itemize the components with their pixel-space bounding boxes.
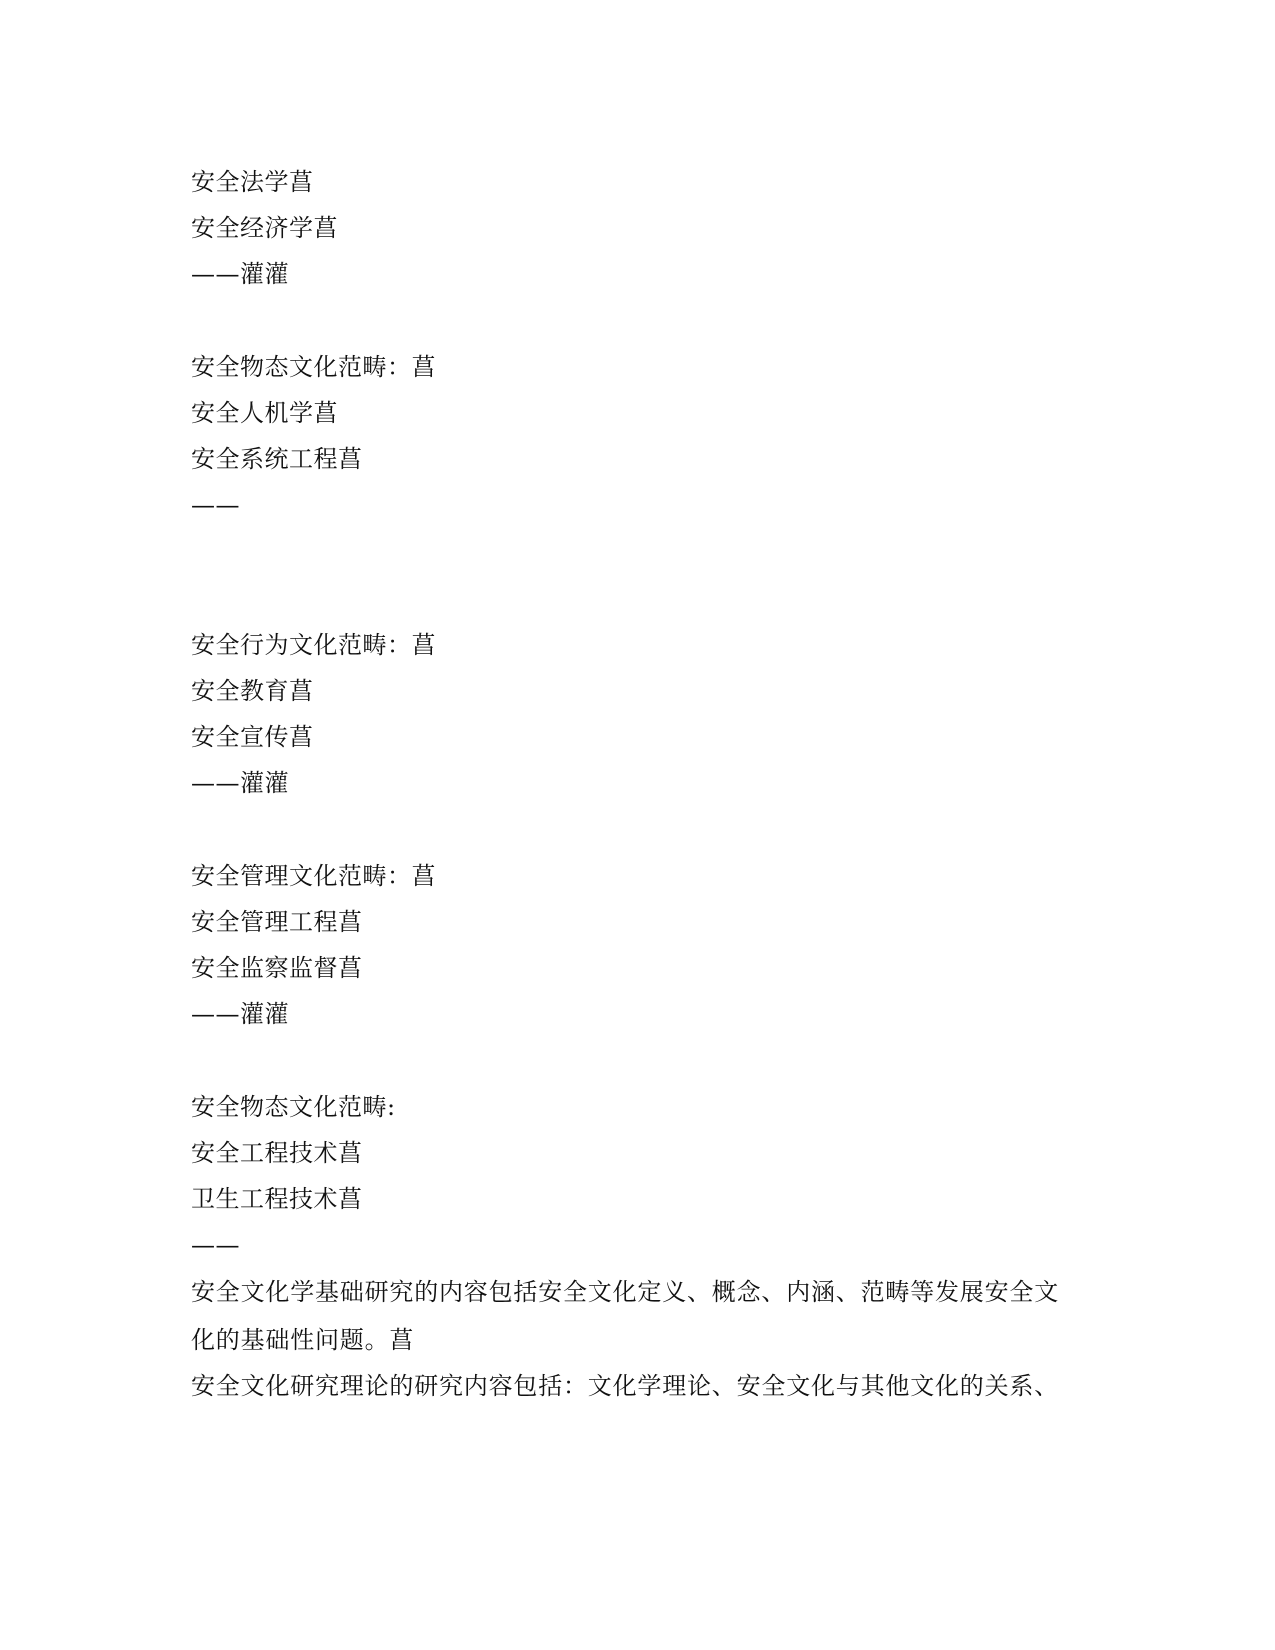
text-line: 安全法学菖: [191, 168, 314, 196]
text-line: 安全教育菖: [191, 677, 314, 705]
text-line: ——灌灌: [191, 260, 289, 288]
section-heading: 安全物态文化范畴:: [191, 1093, 396, 1121]
body-paragraph: 安全文化研究理论的研究内容包括：文化学理论、安全文化与其他文化的关系、: [191, 1372, 1059, 1400]
text-line: ——灌灌: [191, 769, 289, 797]
text-line: ——: [191, 491, 240, 519]
text-line: 安全宣传菖: [191, 723, 314, 751]
section-heading: 安全管理文化范畴：菖: [191, 862, 436, 890]
text-line: 安全系统工程菖: [191, 445, 363, 473]
body-paragraph: 安全文化学基础研究的内容包括安全文化定义、概念、内涵、范畴等发展安全文化的基础性问题。菖: [191, 1278, 1059, 1354]
text-line: 安全经济学菖: [191, 214, 338, 242]
section-heading: 安全物态文化范畴：菖: [191, 353, 436, 381]
text-line: 卫生工程技术菖: [191, 1185, 363, 1213]
section-heading: 安全行为文化范畴：菖: [191, 631, 436, 659]
text-line: ——灌灌: [191, 1000, 289, 1028]
text-line: 安全管理工程菖: [191, 908, 363, 936]
text-line: 安全监察监督菖: [191, 954, 363, 982]
text-line: 安全人机学菖: [191, 399, 338, 427]
text-line: 安全工程技术菖: [191, 1139, 363, 1167]
text-line: ——: [191, 1231, 240, 1259]
